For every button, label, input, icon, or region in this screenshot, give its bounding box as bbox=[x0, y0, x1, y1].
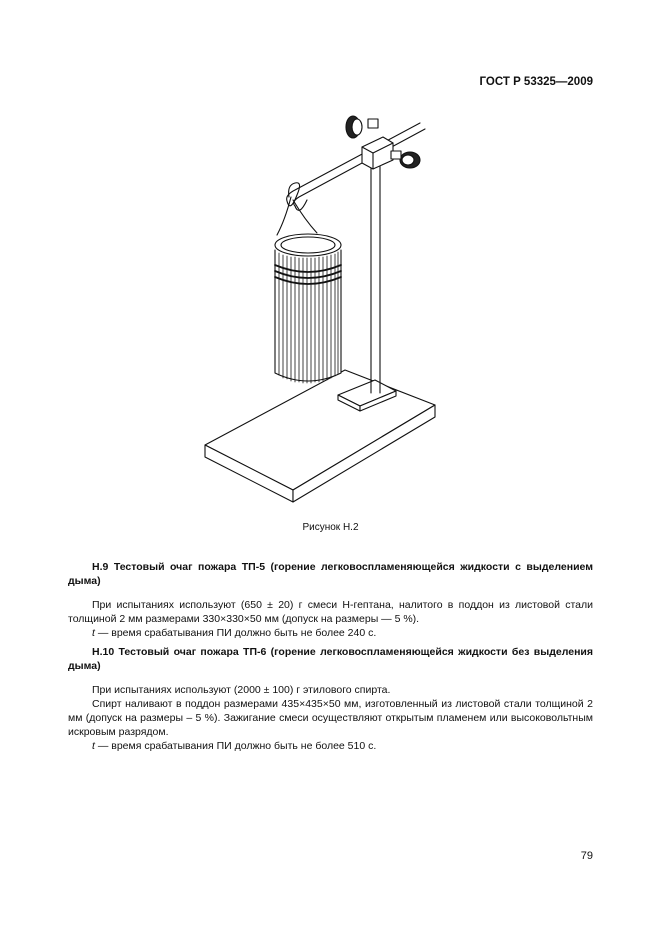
section-heading: Н.9 Тестовый очаг пожара ТП-5 (горение легковоспламеняющейся жидкости с выделением дыма) bbox=[68, 561, 593, 587]
vertical-rod bbox=[371, 153, 380, 393]
document-header: ГОСТ Р 53325—2009 bbox=[479, 76, 593, 88]
section-heading: Н.10 Тестовый очаг пожара ТП-6 (горение легковоспламеняющейся жидкости без выделения дыма) bbox=[68, 646, 593, 672]
stick-cylinder bbox=[275, 234, 341, 383]
time-requirement bbox=[68, 739, 593, 753]
page-number: 79 bbox=[580, 850, 593, 862]
figure-caption: Рисунок Н.2 bbox=[302, 522, 359, 533]
section-n10 bbox=[68, 645, 593, 753]
time-variable: t bbox=[92, 740, 95, 752]
base-plate bbox=[205, 370, 435, 502]
time-requirement bbox=[68, 626, 593, 640]
section-n9 bbox=[68, 560, 593, 640]
paragraph: При испытаниях используют (650 ± 20) г смеси Н-гептана, налитого в поддон из листовой стали толщиной 2 мм размерами 330×330×50 мм (допуск на размеры — 5 %). bbox=[68, 599, 593, 625]
clamp bbox=[346, 116, 420, 169]
time-text: — время срабатывания ПИ должно быть не более 510 с. bbox=[94, 740, 377, 752]
paragraph: Спирт наливают в поддон размерами 435×435×50 мм, изготовленный из листовой стали толщиной 2 мм (допуск на размеры – 5 %). Зажигание смеси осуществляют открытым пламенем или высоковольтным искровым разрядом. bbox=[68, 698, 593, 738]
time-variable: t bbox=[92, 627, 95, 639]
paragraph: При испытаниях используют (2000 ± 100) г этилового спирта. bbox=[92, 684, 391, 696]
test-stand-figure bbox=[195, 105, 455, 515]
time-text: — время срабатывания ПИ должно быть не более 240 с. bbox=[94, 627, 377, 639]
